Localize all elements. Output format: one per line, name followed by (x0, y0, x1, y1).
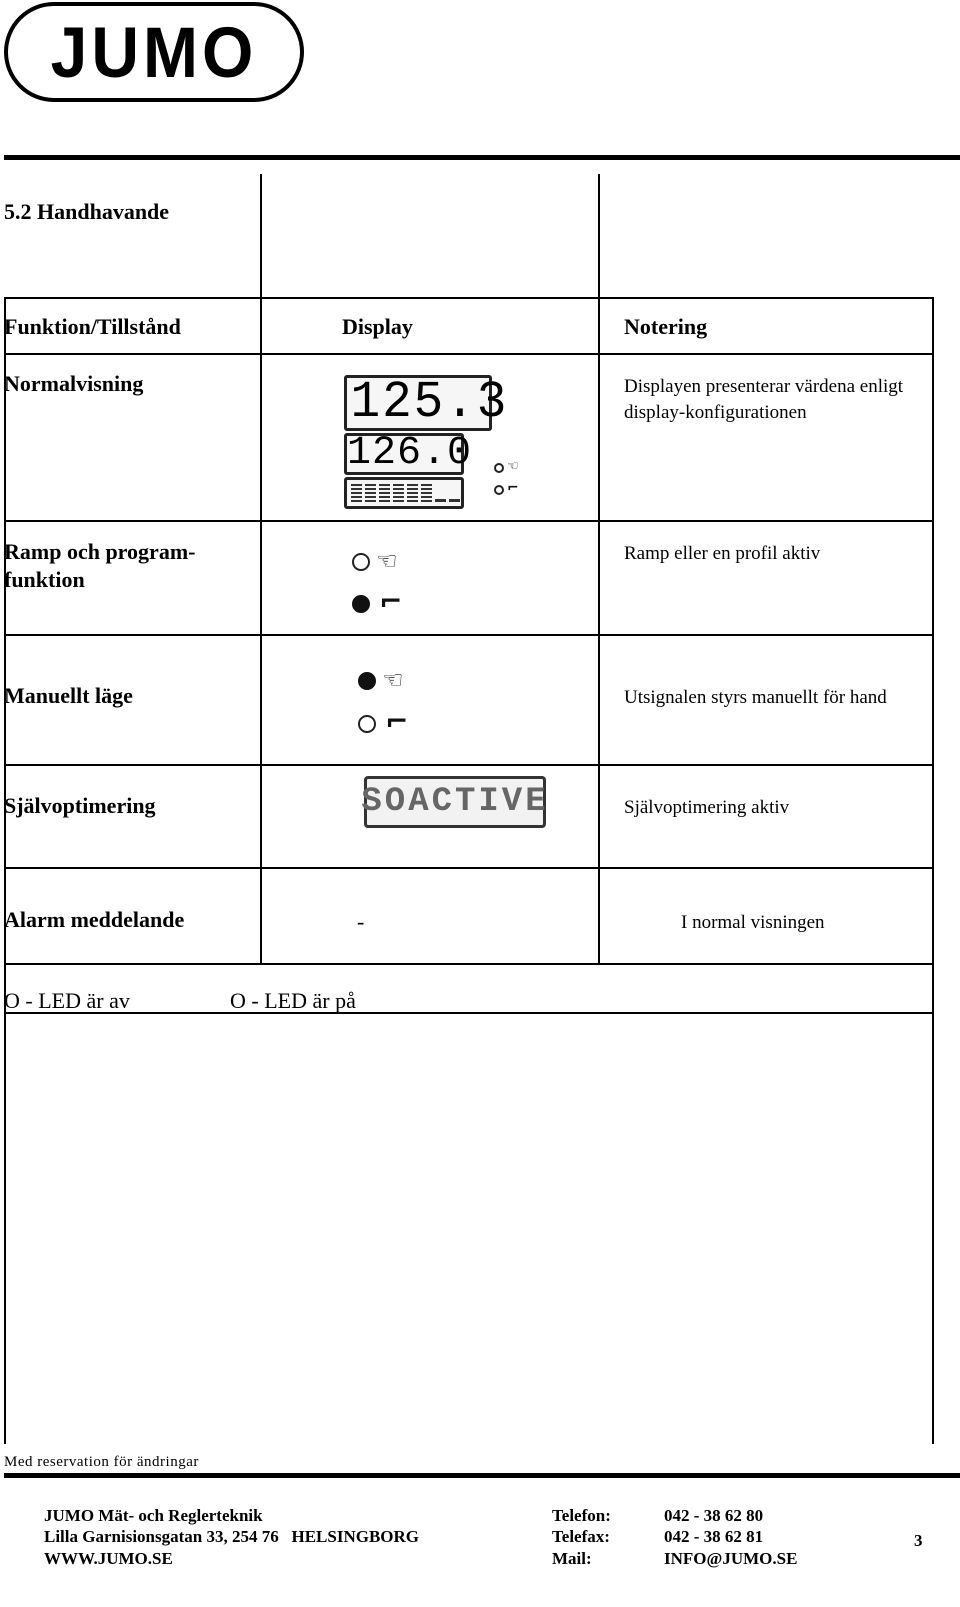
legend-led-on: O - LED är på (230, 988, 356, 1013)
row-alarm-note: I normal visningen (681, 912, 825, 933)
hand-icon: ☜ (376, 547, 398, 575)
logo-text: JUMO (50, 12, 258, 92)
table-header-rule (4, 353, 934, 355)
footer-web-link[interactable]: WWW.JUMO.SE (44, 1549, 173, 1568)
section-title: 5.2 Handhavande (4, 199, 170, 224)
footer-phone: 042 - 38 62 80 (664, 1506, 764, 1525)
table-top-border (4, 297, 934, 299)
bargraph-segment-empty (435, 499, 446, 502)
header-note: Notering (624, 314, 708, 339)
table-row-rule (4, 963, 934, 965)
footer-address: Lilla Garnisionsgatan 33, 254 76 HELSINGBORG (44, 1527, 420, 1546)
header-display: Display (342, 314, 413, 339)
header-function: Funktion/Tillstånd (4, 314, 181, 339)
table-row-rule (4, 764, 934, 766)
row-manual-function: Manuellt läge (4, 683, 133, 708)
bargraph-segment (365, 484, 376, 502)
hand-icon: ☜ (507, 459, 519, 474)
legend-rule (4, 1012, 934, 1014)
table-right-border (932, 297, 934, 1444)
table-row-rule (4, 520, 934, 522)
manual-led-off-icon (352, 553, 370, 571)
jumo-logo (4, 2, 304, 102)
main-display-value: 125.3 (350, 373, 509, 432)
row-selfopt-function: Självoptimering (4, 793, 156, 818)
bargraph-segment-empty (449, 499, 460, 502)
footer-company: JUMO Mät- och Reglerteknik (44, 1506, 263, 1525)
footer-fax-label: Telefax: (552, 1527, 610, 1546)
bargraph-segment (351, 484, 362, 502)
row-ramp-function-line2: funktion (4, 567, 85, 592)
soactive-display-text: SOACTIVE (361, 783, 549, 821)
row-normal-note-line2: display-konfigurationen (624, 402, 807, 423)
bargraph-segment (421, 484, 432, 502)
ramp-led-off-icon (358, 715, 376, 733)
page-number: 3 (914, 1531, 923, 1550)
row-ramp-function-line1: Ramp och program- (4, 539, 196, 564)
table-row-rule (4, 634, 934, 636)
footer-mail-link[interactable]: INFO@JUMO.SE (664, 1549, 798, 1568)
reservation-note: Med reservation för ändringar (4, 1454, 199, 1470)
ramp-icon: ⌐ (385, 705, 409, 738)
table-column-divider-2 (598, 174, 600, 964)
bargraph-segment (407, 484, 418, 502)
manual-led-icon (494, 463, 504, 473)
footer-phone-label: Telefon: (552, 1506, 611, 1525)
hand-icon: ☜ (382, 666, 404, 694)
row-ramp-note: Ramp eller en profil aktiv (624, 543, 821, 564)
table-row-rule (4, 867, 934, 869)
row-alarm-display: - (357, 909, 365, 934)
legend-led-off: O - LED är av (4, 988, 130, 1013)
row-manual-note: Utsignalen styrs manuellt för hand (624, 687, 887, 708)
table-column-divider-1 (260, 174, 262, 964)
ramp-led-on-icon (352, 595, 370, 613)
ramp-icon: ⌐ (507, 480, 519, 496)
main-display (344, 373, 509, 432)
manual-led-on-icon (358, 672, 376, 690)
row-alarm-function: Alarm meddelande (4, 907, 185, 932)
footer-mail-label: Mail: (552, 1549, 592, 1568)
row-normal-note-line1: Displayen presenterar värdena enligt (624, 376, 904, 397)
table-left-border (4, 297, 6, 1444)
ramp-icon: ⌐ (379, 585, 403, 618)
footer-rule (4, 1473, 960, 1478)
row-selfopt-note: Självoptimering aktiv (624, 797, 790, 818)
sub-display-value: 126.0 (347, 431, 473, 476)
bargraph-segment (393, 484, 404, 502)
soactive-display (361, 776, 549, 828)
footer-fax: 042 - 38 62 81 (664, 1527, 764, 1546)
ramp-led-icon (494, 485, 504, 495)
sub-display (344, 431, 473, 476)
bargraph-display (344, 477, 464, 509)
row-normal-function: Normalvisning (4, 371, 144, 396)
header-rule (4, 155, 960, 160)
bargraph-segment (379, 484, 390, 502)
